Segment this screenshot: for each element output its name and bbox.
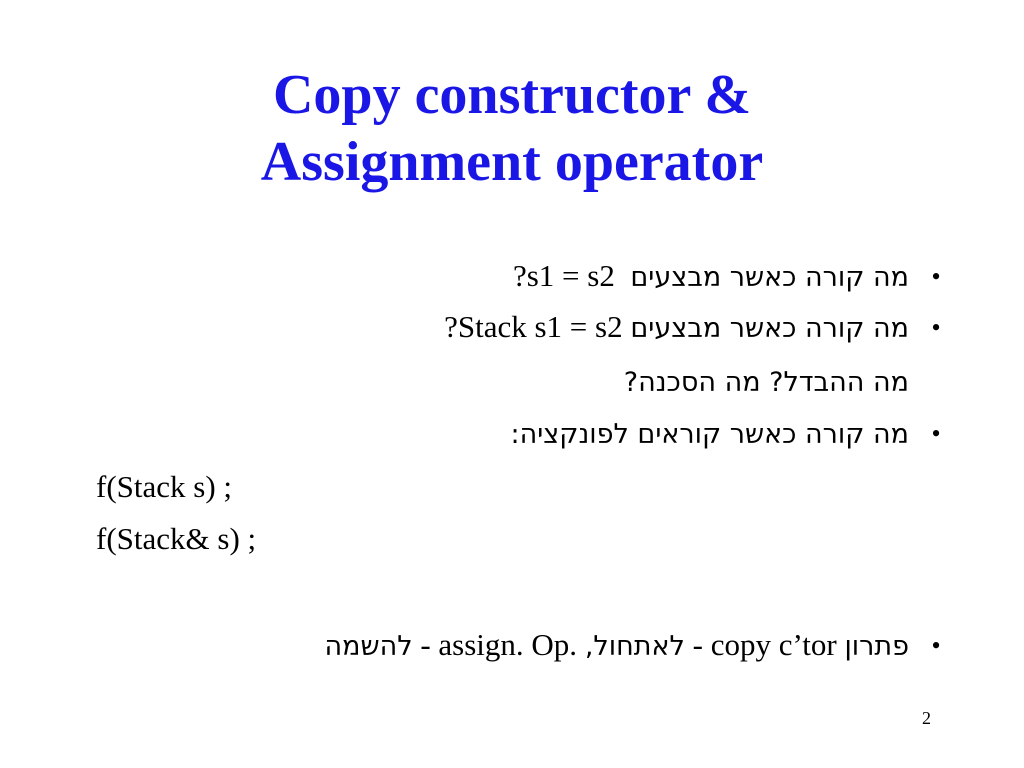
title-line-2: Assignment operator [260,131,764,193]
bullet-item-3 [511,414,909,454]
bullet-4: • [931,631,941,660]
slide-title [0,62,1024,196]
bullet-1-hebrew: מה קורה כאשר מבצעים [630,262,909,293]
bullet-1-code: s1 = s2 [526,258,615,293]
bullet-1-question: ? [512,258,527,293]
solution-en-2: assign. Op. [438,627,578,662]
page-number: 2 [922,708,931,728]
bullet-2: • [931,313,941,342]
bullet-2-hebrew: מה קורה כאשר מבצעים [630,313,909,344]
solution-dash-2: - [420,627,431,662]
bullet-item-2 [444,308,909,348]
code-line-2: f(Stack& s) ; [96,521,257,556]
solution-he-1: פתרון [844,631,909,662]
continuation-line [624,362,909,402]
solution-en-1: copy c’tor [710,627,837,662]
bullet-2-question: ? [444,309,458,344]
solution-line [325,626,910,666]
bullet-3: • [931,419,941,448]
solution-he-3: להשמה [324,631,413,662]
bullet-item-1 [513,257,909,297]
bullet-2-code: Stack s1 = s2 [457,309,623,344]
bullet-3-hebrew: מה קורה כאשר קוראים לפונקציה: [510,419,909,450]
solution-he-2: לאתחול, [584,631,685,662]
solution-dash-1: - [692,627,703,662]
code-line-1: f(Stack s) ; [96,469,233,504]
title-line-1: Copy constructor & [272,64,752,126]
bullet-1: • [931,262,941,291]
continuation-hebrew: מה ההבדל? מה הסכנה? [623,367,909,398]
